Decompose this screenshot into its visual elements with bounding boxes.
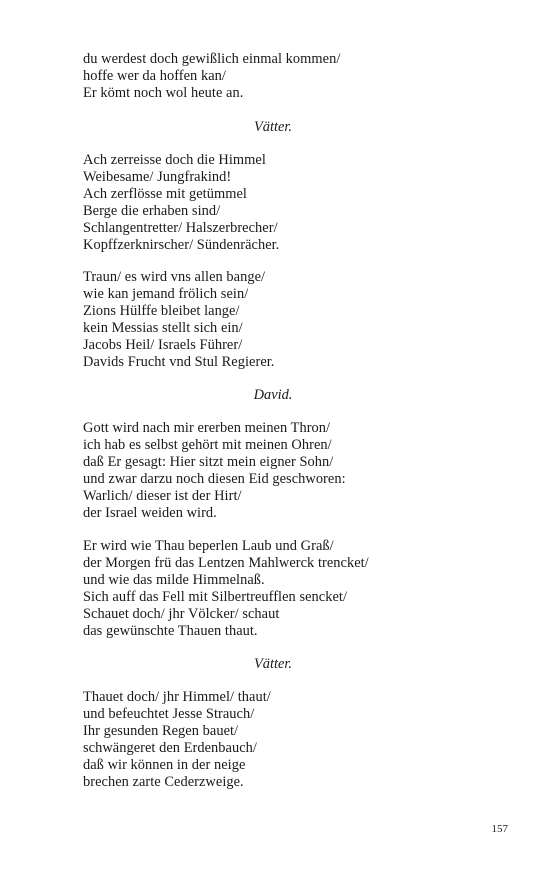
verse-line: Er wird wie Thau beperlen Laub und Graß/ xyxy=(83,538,334,554)
verse-line: und befeuchtet Jesse Strauch/ xyxy=(83,706,255,722)
verse-line: und zwar darzu noch diesen Eid geschworen: xyxy=(83,471,346,487)
verse-line: brechen zarte Cederzweige. xyxy=(83,774,244,790)
verse-line: daß wir können in der neige xyxy=(83,757,246,773)
verse-line: Schauet doch/ jhr Völcker/ schaut xyxy=(83,606,280,622)
verse-line: kein Messias stellt sich ein/ xyxy=(83,320,243,336)
speaker-heading: Vätter. xyxy=(254,119,292,135)
verse-line: der Israel weiden wird. xyxy=(83,505,217,521)
verse-line: Ach zerreisse doch die Himmel xyxy=(83,152,266,168)
verse-line: Berge die erhaben sind/ xyxy=(83,203,221,219)
verse-line: hoffe wer da hoffen kan/ xyxy=(83,68,226,84)
speaker-heading: Vätter. xyxy=(254,656,292,672)
verse-line: der Morgen frü das Lentzen Mahlwerck trencket/ xyxy=(83,555,369,571)
verse-line: Kopffzerknirscher/ Sündenrächer. xyxy=(83,237,280,253)
verse-line: Sich auff das Fell mit Silbertreufflen sencket/ xyxy=(83,589,347,605)
verse-line: Er kömt noch wol heute an. xyxy=(83,85,244,101)
verse-line: und wie das milde Himmelnaß. xyxy=(83,572,265,588)
page-number: 157 xyxy=(491,823,508,835)
verse-line: Ach zerflösse mit getümmel xyxy=(83,186,247,202)
verse-line: Gott wird nach mir ererben meinen Thron/ xyxy=(83,420,331,436)
verse-line: daß Er gesagt: Hier sitzt mein eigner Sohn/ xyxy=(83,454,334,470)
verse-line: Schlangentretter/ Halszerbrecher/ xyxy=(83,220,278,236)
verse-line: Jacobs Heil/ Israels Führer/ xyxy=(83,337,243,353)
verse-line: du werdest doch gewißlich einmal kommen/ xyxy=(83,51,341,67)
speaker-heading: David. xyxy=(253,387,293,403)
verse-line: schwängeret den Erdenbauch/ xyxy=(83,740,257,756)
verse-line: Zions Hülffe bleibet lange/ xyxy=(83,303,240,319)
verse-line: Thauet doch/ jhr Himmel/ thaut/ xyxy=(83,689,271,705)
verse-line: Ihr gesunden Regen bauet/ xyxy=(83,723,239,739)
verse-line: Davids Frucht vnd Stul Regierer. xyxy=(83,354,275,370)
verse-line: ich hab es selbst gehört mit meinen Ohren/ xyxy=(83,437,332,453)
verse-line: Warlich/ dieser ist der Hirt/ xyxy=(83,488,242,504)
verse-line: wie kan jemand frölich sein/ xyxy=(83,286,249,302)
verse-line: Weibesame/ Jungfrakind! xyxy=(83,169,232,185)
verse-line: das gewünschte Thauen thaut. xyxy=(83,623,258,639)
verse-line: Traun/ es wird vns allen bange/ xyxy=(83,269,266,285)
